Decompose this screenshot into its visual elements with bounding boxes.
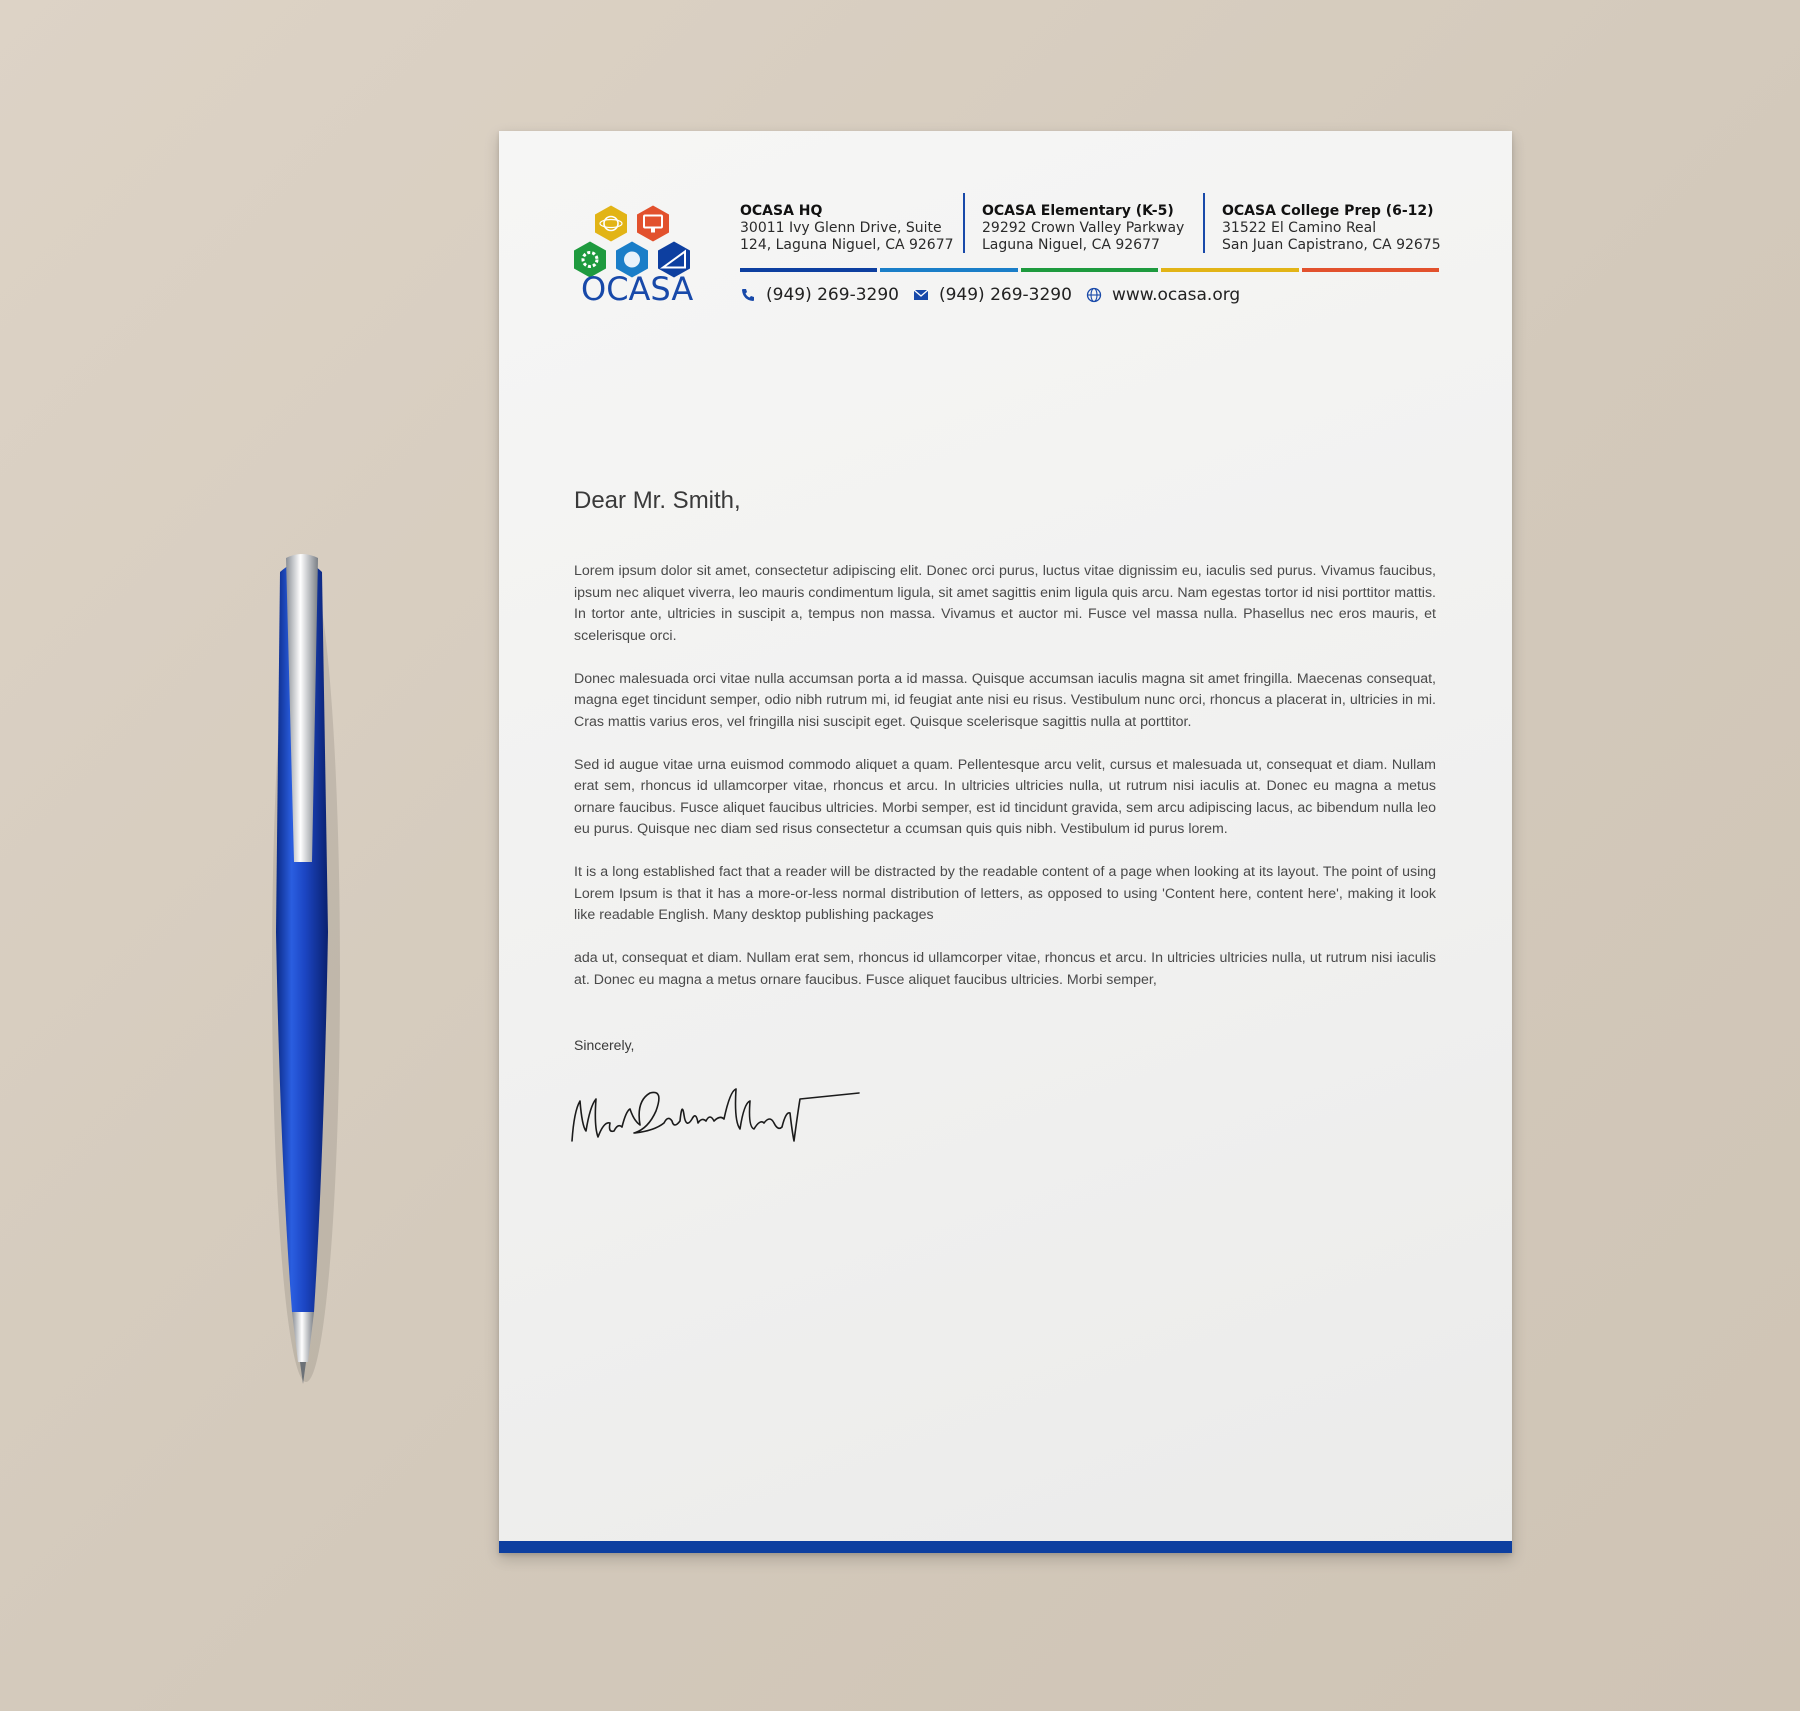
phone-number: (949) 269-3290 (766, 285, 899, 305)
website-url: www.ocasa.org (1111, 285, 1241, 305)
globe-icon (1086, 287, 1102, 303)
rule-segment (880, 268, 1017, 272)
office-address-line: Laguna Niguel, CA 92677 (982, 237, 1160, 253)
website-contact (1086, 285, 1240, 305)
paragraph: It is a long established fact that a reader will be distracted by the readable content of a page when looking at its layout. The point of using Lorem Ipsum is that it has a more-or-less normal distribution of letters, as opposed to using 'Content here, content here', making it look like readable English. Many desktop publishing packages (574, 864, 1436, 923)
office-name: OCASA College Prep (6-12) (1222, 203, 1434, 219)
phone-contact (740, 285, 899, 305)
office-college-prep (1222, 203, 1441, 254)
office-address-line: 30011 Ivy Glenn Drive, Suite (740, 220, 942, 236)
office-elementary (982, 203, 1184, 254)
paragraph: Lorem ipsum dolor sit amet, consectetur adipiscing elit. Donec orci purus, luctus vitae dignissim eu, iaculis sed purus. Vivamus faucibus, ipsum nec aliquet viverra, leo mauris condimentum ligula, sit amet sagittis enim ligula quis arcu. Nam egestas tortor id nisi porttitor mattis. In tortor ante, ultricies in suscipit a, tempus non massa. Vivamus et auctor mi. Fusce vel massa nulla. Phasellus nec eros mauris, et scelerisque orci. (574, 563, 1436, 644)
greeting: Dear Mr. Smith, (574, 487, 741, 514)
office-address-line: San Juan Capistrano, CA 92675 (1222, 237, 1441, 253)
office-address-line: 31522 El Camino Real (1222, 220, 1377, 236)
color-rule (740, 268, 1439, 272)
letter-paper (499, 131, 1512, 1553)
office-address-line: 124, Laguna Niguel, CA 92677 (740, 237, 954, 253)
office-hq (740, 203, 954, 254)
paragraph: Sed id augue vitae urna euismod commodo aliquet a quam. Pellentesque arcu velit, cursus et malesuada ut, consequat et diam. Nullam erat sem, rhoncus id ullamcorper vitae, rhoncus et arcu. In ultricies ultricies nulla, ut rutrum nisi iaculis at. Donec eu magna a metus ornare faucibus. Fusce aliquet faucibus ultricies. Morbi semper, est id tincidunt gravida, sem arcu adipiscing lacus, ac bibendum nulla leo eu purus. Quisque nec diam sed risus consectetur a ccumsan quis quis nibh. Vestibulum id purus lorem. (574, 756, 1436, 837)
footer-bar (499, 1541, 1512, 1553)
rule-segment (1021, 268, 1158, 272)
paragraph: Donec malesuada orci vitae nulla accumsan porta a id massa. Quisque accumsan iaculis magna sit amet fringilla. Maecenas consequat, magna eget tincidunt semper, odio nibh rutrum mi, id feugiat ante nisi eu risus. Vestibulum nunc orci, rhoncus a placerat in, ultricies in mi. Cras mattis varius eros, vel fringilla nisi suscipit eget. Quisque scelerisque sagittis nulla at porttitor. (574, 670, 1436, 730)
letter-body (574, 561, 1436, 1013)
contact-line (740, 285, 1254, 305)
phone-icon (740, 287, 756, 303)
email-contact (913, 285, 1072, 305)
pen-illustration (262, 552, 342, 1392)
rule-segment (1161, 268, 1298, 272)
rule-segment (1302, 268, 1439, 272)
paragraph: ada ut, consequat et diam. Nullam erat sem, rhoncus id ullamcorper vitae, rhoncus et arcu. In ultricies ultricies nulla, ut rutrum nisi iaculis at. Donec eu magna a metus ornare faucibus. Fusce aliquet faucibus ultricies. Morbi semper, (574, 950, 1436, 988)
signature (564, 1071, 864, 1161)
office-name: OCASA HQ (740, 203, 823, 219)
logo-wordmark: OCASA (581, 270, 694, 308)
office-name: OCASA Elementary (K-5) (982, 203, 1174, 219)
rule-segment (740, 268, 877, 272)
email-icon (913, 287, 929, 303)
divider (963, 193, 965, 253)
divider (1203, 193, 1205, 253)
office-address-line: 29292 Crown Valley Parkway (982, 220, 1185, 236)
email-text: (949) 269-3290 (938, 285, 1072, 305)
closing: Sincerely, (574, 1037, 635, 1053)
